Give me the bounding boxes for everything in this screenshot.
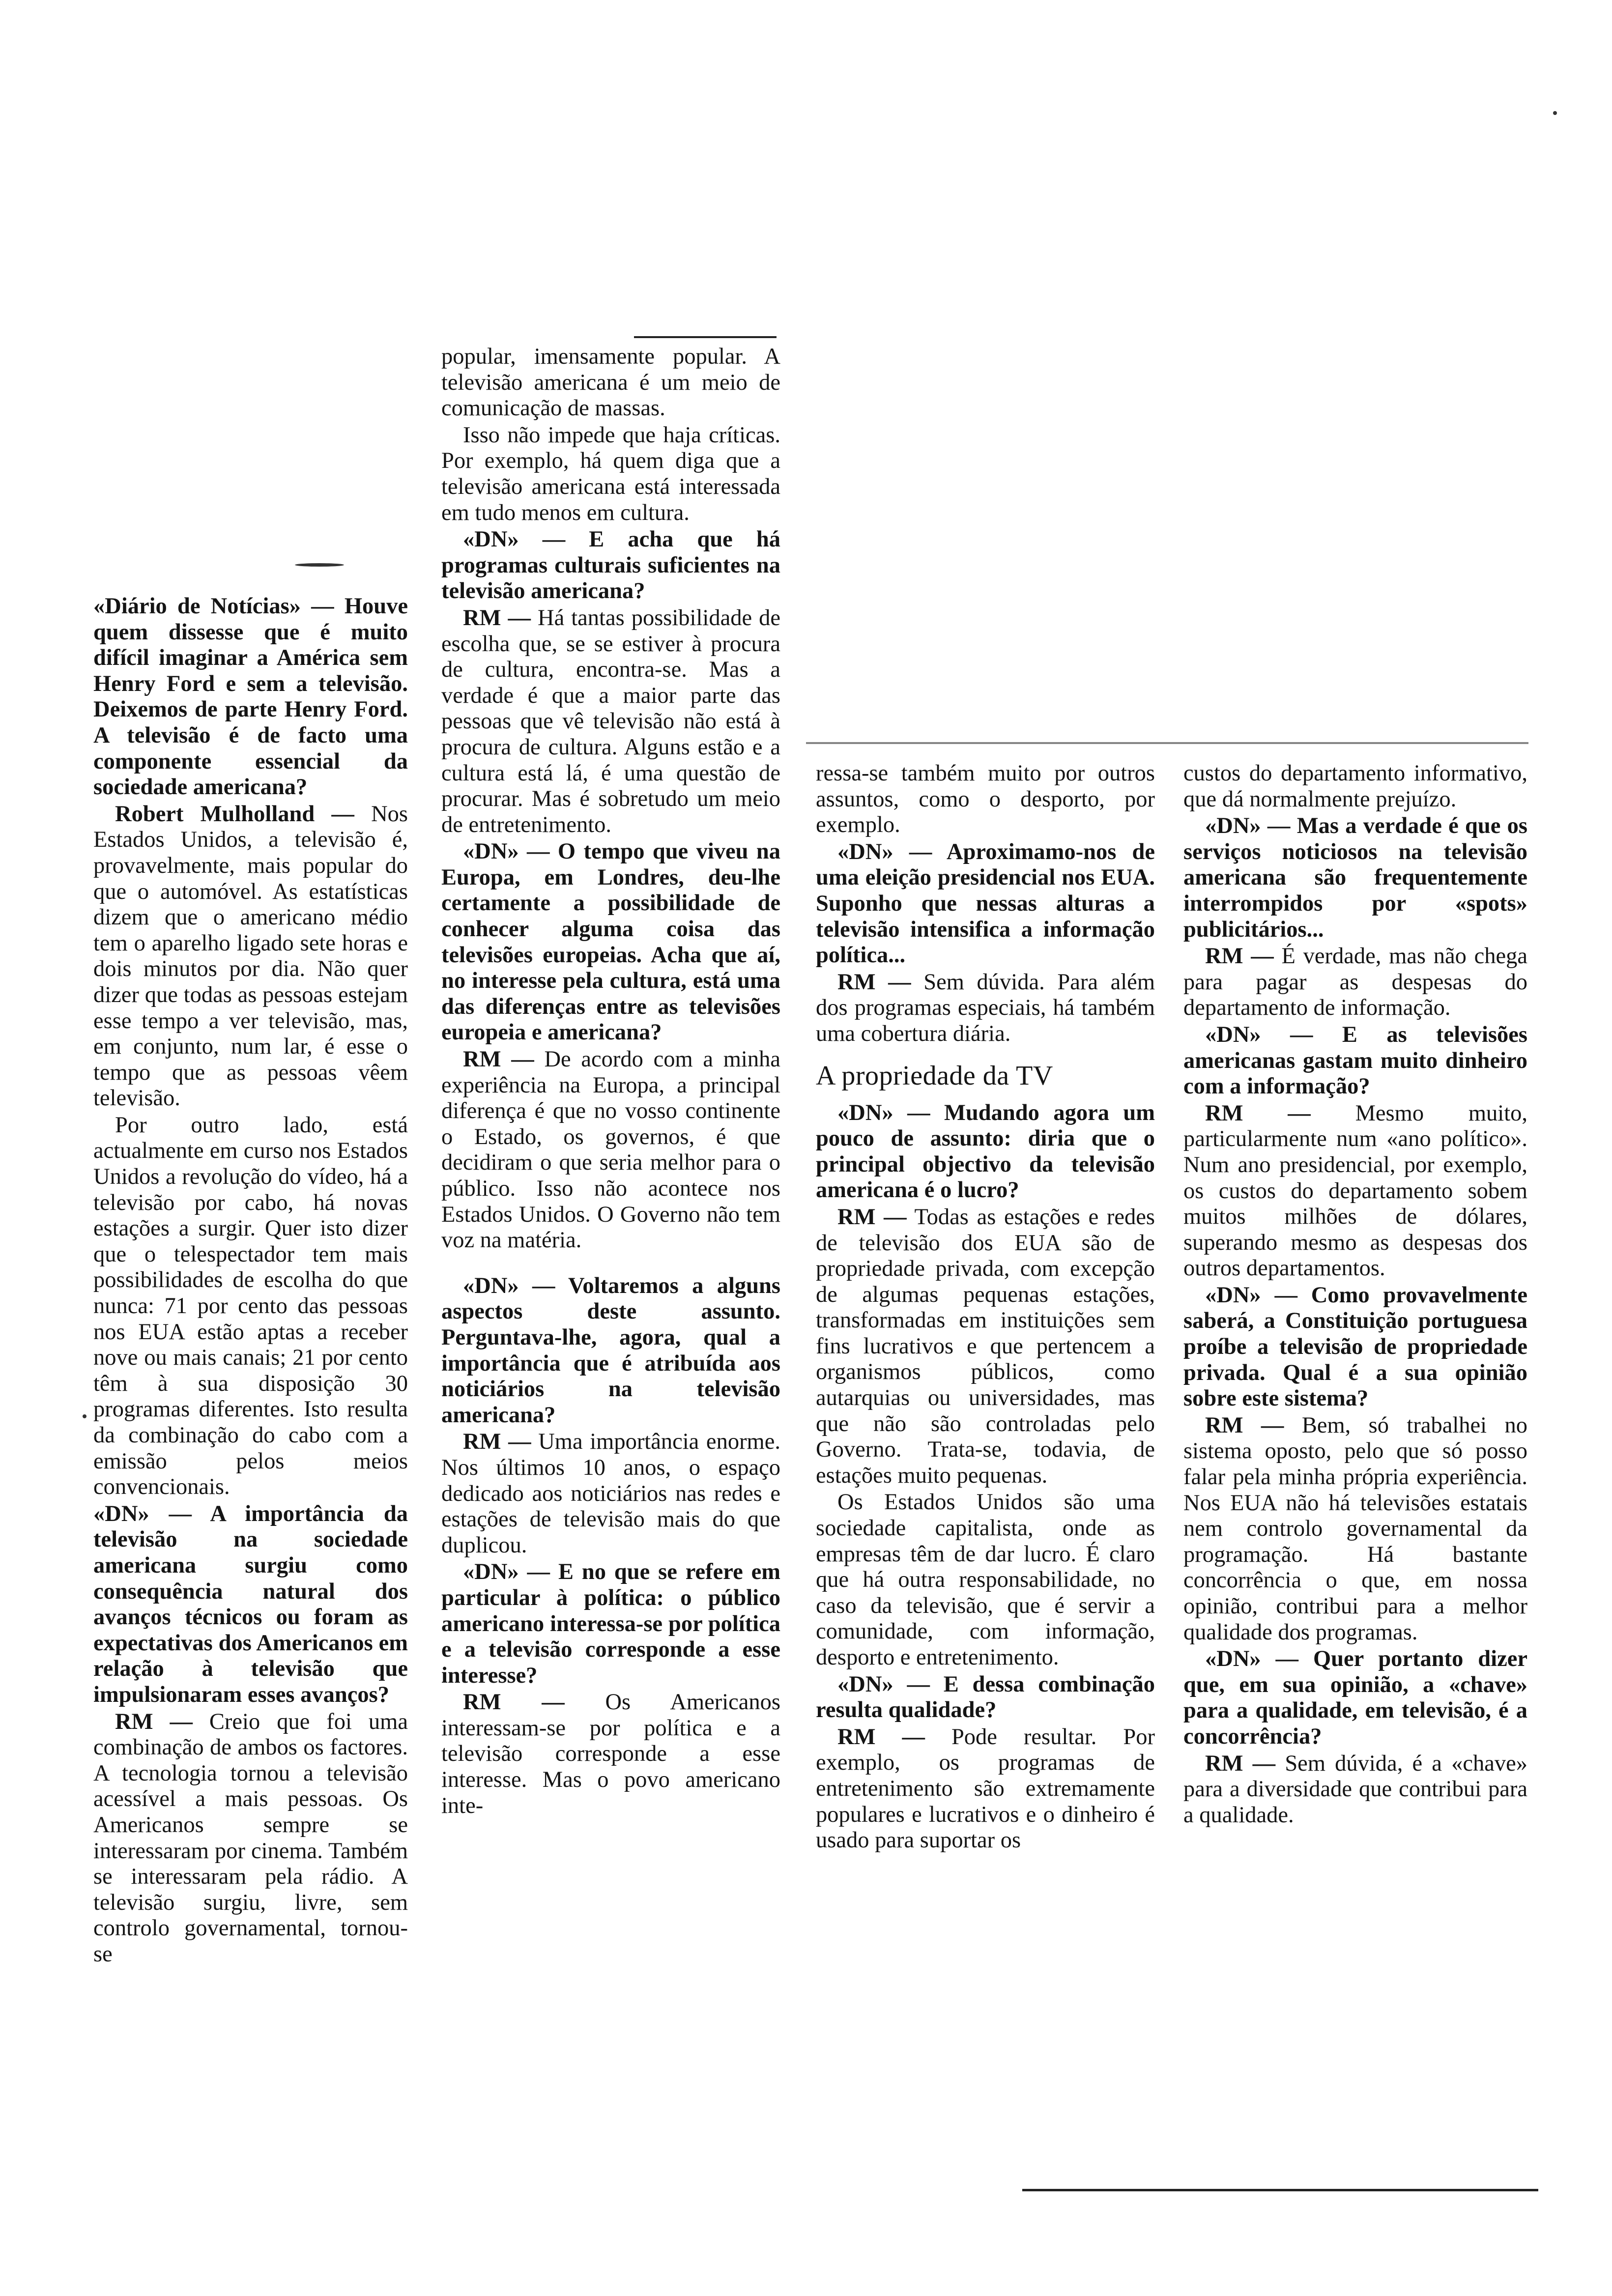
answer-paragraph: RM — Creio que foi uma combinação de ambos os factores. A tecnologia tornou a televisão acessível a mais pessoas. Os Americanos sempre se interessaram por cinema. Também se interessaram pela rádio. A televisão surgiu, livre, sem controlo governamental, tornou-se xyxy=(93,1709,408,1967)
answer-paragraph: Os Estados Unidos são uma sociedade capitalista, onde as empresas têm de dar lucro. É claro que há outra responsabilidade, no caso da televisão, que é servir a comunidade, com informação, desporto e entretenimento. xyxy=(816,1490,1155,1670)
answer-paragraph: popular, imensamente popular. A televisão americana é um meio de comunicação de massas. xyxy=(441,344,780,421)
speck-mark xyxy=(295,563,344,567)
answer-paragraph: RM — Sem dúvida. Para além dos programas especiais, há também uma cobertura diária. xyxy=(816,969,1155,1046)
answer-paragraph: Robert Mulholland — Nos Estados Unidos, a televisão é, provavelmente, mais popular do que o automóvel. As estatísticas dizem que o americano médio tem o aparelho ligado sete horas e dois minutos por dia. Não quer dizer que todas as pessoas estejam esse tempo a ver televisão, mas, em conjunto, num lar, é esse o tempo que as pessoas vêem televisão. xyxy=(93,801,408,1111)
question-paragraph: «DN» — Mas a verdade é que os serviços noticiosos na televisão americana são frequentemente interrompidos por «spots» publicitários... xyxy=(1183,813,1527,942)
answer-paragraph: RM — Todas as estações e redes de televisão dos EUA são de propriedade privada, com excepção de algumas pequenas estações, transformadas em instituições sem fins lucrativos e que pertencem a organismos públicos, como autarquias ou universidades, mas que não são controladas pelo Governo. Trata-se, todavia, de estações muito pequenas. xyxy=(816,1204,1155,1488)
answer-paragraph: RM — Pode resultar. Por exemplo, os programas de entretenimento são extremamente populares e lucrativos e o dinheiro é usado para suportar os xyxy=(816,1724,1155,1853)
top-rule-col2 xyxy=(634,336,777,338)
answer-paragraph: RM — Há tantas possibilidade de escolha que, se se estiver à procura de cultura, encontra-se. Mas a verdade é que a maior parte das pessoas que vê televisão não está à procura de cultura. Alguns estão e a cultura está lá, é uma questão de procurar. Mas é sobretudo um meio de entretenimento. xyxy=(441,605,780,837)
question-paragraph: «DN» — Como provavelmente saberá, a Constituição portuguesa proíbe a televisão de propriedade privada. Qual é a sua opinião sobre este sistema? xyxy=(1183,1282,1527,1411)
question-paragraph: «DN» — E as televisões americanas gastam muito dinheiro com a informação? xyxy=(1183,1022,1527,1099)
speaker-label: Robert Mulholland — xyxy=(115,801,354,827)
article-column-4 xyxy=(1183,761,1527,1828)
speaker-label: RM — xyxy=(463,1047,534,1072)
answer-paragraph: RM — Sem dúvida, é a «chave» para a diversidade que contribui para a qualidade. xyxy=(1183,1751,1528,1828)
answer-paragraph: RM — Os Americanos interessam-se por política e a televisão corresponde a esse interesse. Mas o povo americano inte- xyxy=(441,1690,780,1818)
article-column-3 xyxy=(816,761,1155,1854)
answer-paragraph: RM — Uma importância enorme. Nos últimos 10 anos, o espaço dedicado aos noticiários nas redes e estações de televisão mais do que duplicou. xyxy=(441,1429,780,1558)
speaker-label: RM — xyxy=(837,969,911,995)
question-paragraph: «DN» — E no que se refere em particular à política: o público americano interessa-se por política e a televisão corresponde a esse interesse? xyxy=(441,1559,780,1688)
speaker-label: RM — xyxy=(463,605,531,631)
speaker-label: RM — xyxy=(463,1429,531,1455)
section-subheading: A propriedade da TV xyxy=(816,1060,1053,1091)
answer-paragraph: custos do departamento informativo, que dá normalmente prejuízo. xyxy=(1183,761,1527,812)
article-column-2 xyxy=(441,344,780,1819)
question-paragraph: «DN» — E acha que há programas culturais suficientes na televisão americana? xyxy=(441,527,780,604)
answer-paragraph: ressa-se também muito por outros assuntos, como o desporto, por exemplo. xyxy=(816,761,1155,838)
speaker-label: RM — xyxy=(837,1724,925,1750)
answer-paragraph: RM — De acordo com a minha experiência na Europa, a principal diferença é que no vosso continente o Estado, os governos, é que decidiram o que seria melhor para o público. Isso não acontece nos Estados Unidos. O Governo não tem voz na matéria. xyxy=(441,1047,780,1253)
speck-mark xyxy=(1553,111,1557,115)
speaker-label: RM — xyxy=(115,1709,193,1734)
answer-paragraph: RM — Bem, só trabalhei no sistema oposto, pelo que só posso falar pela minha própria experiência. Nos EUA não há televisões estatais nem controlo governamental da programação. Há bastante concorrência o que, em nossa opinião, contribui para a melhor qualidade dos programas. xyxy=(1183,1412,1527,1645)
question-paragraph: «Diário de Notícias» — Houve quem dissesse que é muito difícil imaginar a América sem Henry Ford e sem a televisão. Deixemos de parte Henry Ford. A televisão é de facto uma componente essencial da sociedade americana? xyxy=(93,594,408,800)
question-paragraph: «DN» — Quer portanto dizer que, em sua opinião, a «chave» para a qualidade, em televisão, é a concorrência? xyxy=(1183,1646,1527,1749)
article-column-1 xyxy=(93,594,408,1967)
speaker-label: RM — xyxy=(1205,1412,1284,1438)
question-paragraph: «DN» — A importância da televisão na sociedade americana surgiu como consequência natural dos avanços técnicos ou foram as expectativas dos Americanos em relação à televisão que impulsionaram esses avanços? xyxy=(93,1501,408,1707)
question-paragraph: «DN» — O tempo que viveu na Europa, em Londres, deu-lhe certamente a possibilidade de conhecer alguma coisa das televisões europeias. Acha que aí, no interesse pela cultura, está uma das diferenças entre as televisões europeia e americana? xyxy=(441,839,780,1045)
answer-paragraph: RM — É verdade, mas não chega para pagar as despesas do departamento de informação. xyxy=(1183,944,1527,1021)
answer-paragraph: Por outro lado, está actualmente em curso nos Estados Unidos a revolução do vídeo, há a televisão por cabo, há novas estações a surgir. Quer isto dizer que o telespectador tem mais possibilidades de escolha do que nunca: 71 por cento das pessoas nos EUA estão aptas a receber nove ou mais canais; 21 por cento têm à sua disposição 30 programas diferentes. Isto resulta da combinação do cabo com a emissão pelos meios convencionais. xyxy=(93,1112,408,1500)
top-rule-col3-4 xyxy=(806,742,1528,744)
speck-mark xyxy=(83,1414,86,1418)
answer-paragraph: RM — Mesmo muito, particularmente num «ano político». Num ano presidencial, por exemplo, os custos do departamento sobem muitos milhões de dólares, superando mesmo as despesas dos outros departamentos. xyxy=(1183,1100,1527,1281)
speaker-label: RM — xyxy=(1205,1100,1311,1126)
speaker-label: RM — xyxy=(1205,944,1274,969)
question-paragraph: «DN» — E dessa combinação resulta qualidade? xyxy=(816,1671,1155,1723)
question-paragraph: «DN» — Voltaremos a alguns aspectos deste assunto. Perguntava-lhe, agora, qual a importância que é atribuída aos noticiários na televisão americana? xyxy=(441,1273,780,1428)
question-paragraph: «DN» — Aproximamo-nos de uma eleição presidencial nos EUA. Suponho que nessas alturas a televisão intensifica a informação política... xyxy=(816,839,1155,968)
answer-paragraph: Isso não impede que haja críticas. Por exemplo, há quem diga que a televisão americana está interessada em tudo menos em cultura. xyxy=(441,422,780,525)
speaker-label: RM — xyxy=(463,1690,565,1715)
bottom-rule xyxy=(1022,2189,1538,2191)
speaker-label: RM — xyxy=(1205,1751,1276,1776)
question-paragraph: «DN» — Mudando agora um pouco de assunto: diria que o principal objectivo da televisão americana é o lucro? xyxy=(816,1100,1155,1203)
speaker-label: RM — xyxy=(837,1204,907,1230)
